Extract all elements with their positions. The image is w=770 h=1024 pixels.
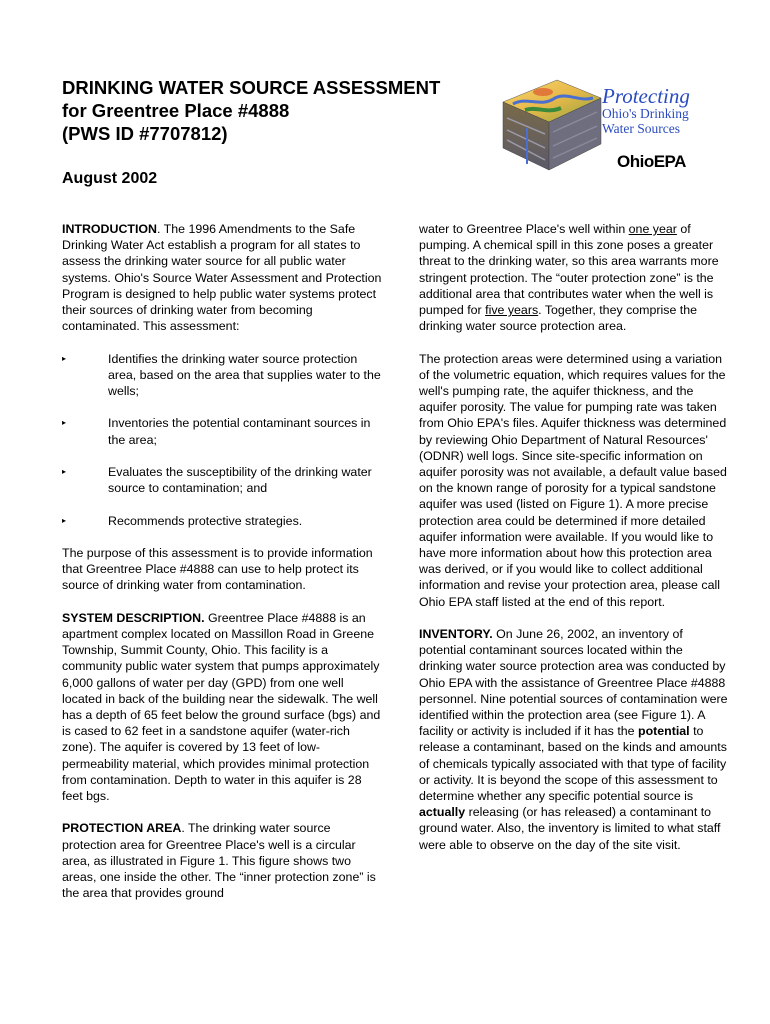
list-item-text: Identifies the drinking water source protection area, based on the area that supplies water to the wells; (108, 351, 381, 399)
logo-subtitle (602, 106, 689, 136)
list-item-text: Evaluates the susceptibility of the drinking water source to contamination; and (108, 465, 372, 496)
list-item (62, 351, 384, 400)
system-description-paragraph (62, 610, 384, 804)
bullet-marker-icon: ▸ (62, 467, 67, 476)
bold-term: actually (419, 805, 466, 820)
protection-text-part: . Together, they comprise the drinking water source protection area. (419, 303, 698, 334)
list-item (62, 464, 384, 496)
method-paragraph: The protection areas were determined using a variation of the volumetric equation, which requires values for the well's pumping rate, the aquifer thickness, and the aquifer porosity. The value for pumping rate was taken from Ohio EPA's files. Aquifer thickness was determined by reviewing Ohio Department of Natural Resources' (ODNR) well logs. Since site-specific information on aquifer porosity was not available, a default value based on the known range of porosity for a typical sandstone aquifer was used (listed on Figure 1). A more precise protection area could be determined if more detailed aquifer information were available. If you would like to have more information about how this protection area was derived, or if you would like to collect additional information and revise your protection area, please call Ohio EPA staff listed at the end of this report. (419, 351, 727, 609)
list-item (62, 415, 384, 447)
protection-area-continued-paragraph (419, 221, 729, 334)
protection-text-part: water to Greentree Place's well within (419, 222, 629, 236)
left-column (62, 221, 384, 918)
introduction-heading: INTRODUCTION (62, 222, 157, 236)
protection-text-part: of pumping. A chemical spill in this zone poses a greater threat to the drinking water, so this area warrants more stringent protection. The “outer protection zone” is the additional area that contributes water when the well is pumped for (419, 222, 719, 318)
assessment-bullet-list (62, 351, 384, 529)
protection-area-text: . The drinking water source protection area for Greentree Place's well is a circular area, as illustrated in Figure 1. This figure shows two areas, one inside the other. The “inner protection zone” is the area that provides ground (62, 821, 376, 901)
page-title (62, 76, 440, 145)
protection-area-heading: PROTECTION AREA (62, 821, 182, 836)
logo-title: Protecting (602, 84, 690, 108)
introduction-paragraph (62, 221, 384, 334)
bold-term: potential (638, 724, 690, 739)
title-line-1: DRINKING WATER SOURCE ASSESSMENT (62, 77, 441, 98)
right-column (419, 221, 729, 869)
inventory-paragraph (419, 626, 729, 853)
list-item-text: Recommends protective strategies. (108, 513, 303, 528)
purpose-paragraph: The purpose of this assessment is to provide information that Greentree Place #4888 can use to help protect its source of drinking water from contamination. (62, 545, 373, 593)
logo-subtitle-line-1: Ohio's Drinking (602, 106, 689, 121)
ohio-epa-logo (497, 68, 709, 186)
landscape-block-icon (497, 68, 607, 186)
title-line-3: (PWS ID #7707812) (62, 123, 228, 144)
bullet-marker-icon: ▸ (62, 515, 67, 525)
underlined-term: one year (628, 222, 677, 236)
protection-area-paragraph (62, 820, 384, 901)
inventory-heading: INVENTORY. (419, 627, 493, 642)
inventory-text-part: to release a contaminant, based on the kinds and amounts of chemicals typically associated with that type of facility or activity. It is beyond the scope of this assessment to determine whether any specific potential source is (419, 724, 727, 804)
logo-brand: OhioEPA (617, 152, 686, 171)
list-item-text: Inventories the potential contaminant sources in the area; (108, 416, 371, 447)
system-description-text: Greentree Place #4888 is an apartment complex located on Massillon Road in Greene Township, Summit County, Ohio. This facility is a community public water system that pumps approximately 6,000 gallons of water per day (GPD) from one well located in back of the building near the sidewalk. The well has a depth of 65 feet below the ground surface (bgs) and is cased to 62 feet in a sandstone aquifer (water-rich zone). The aquifer is covered by 13 feet of low-permeability material, which provides minimal protection from contamination. Depth to water in this aquifer is 28 feet bgs. (62, 610, 381, 804)
bullet-marker-icon: ▸ (62, 418, 67, 428)
inventory-text-part: releasing (or has released) a contaminant to ground water. Also, the inventory is limited to what staff were able to observe on the day of the site visit. (419, 805, 721, 852)
report-date: August 2002 (62, 170, 158, 187)
logo-subtitle-line-2: Water Sources (602, 121, 681, 136)
system-description-heading: SYSTEM DESCRIPTION. (62, 610, 205, 625)
underlined-term: five years (485, 303, 539, 318)
inventory-text-part: On June 26, 2002, an inventory of potential contaminant sources located within the drinking water source protection area was conducted by Ohio EPA with the assistance of Greentree Place #4888 personnel. Nine potential sources of contamination were identified within the protection area (see Figure 1). A facility or activity is included if it has the (419, 627, 728, 739)
title-line-2: for Greentree Place #4888 (62, 100, 290, 121)
list-item (62, 513, 384, 529)
introduction-text: . The 1996 Amendments to the Safe Drinking Water Act establish a program for all states to assess the drinking water source for all public water systems. Ohio's Source Water Assessment and Protection Program is designed to help public water systems protect their sources of drinking water from becoming contaminated. This assessment: (62, 222, 382, 334)
bullet-marker-icon: ▸ (62, 353, 67, 363)
